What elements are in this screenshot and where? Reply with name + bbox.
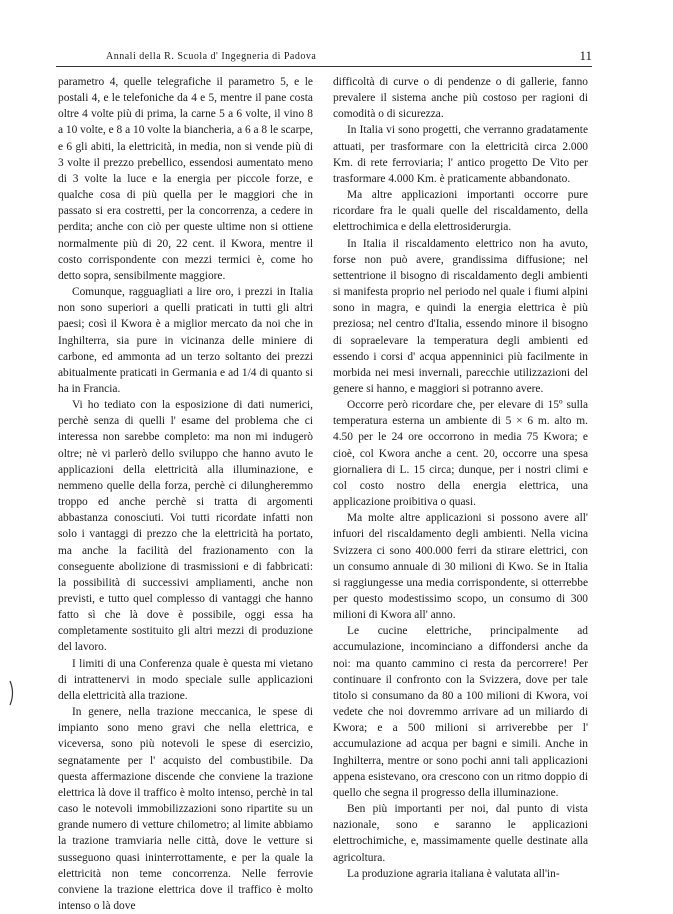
paragraph: parametro 4, quelle telegrafiche il parametro 5, e le postali 4, e le telefoniche da 4 e 5, mentre il pane costa oltre 4 volte più di prima, la carne 5 a 6 volte, il vino 8 a 10 volte, e 8 a 10 volte la biancheria, a 6 a 8 le scarpe, e 6 gli abiti, la elettricità, in media, non si vende più di 3 volte il prezzo prebellico, essendosi aumentato meno di 3 volte la luce e la energia per piccole forze, e qualche cosa di più quella per le maggiori che in passato si era costretti, per la concorrenza, a cedere in perdita; anche con ciò per queste ultime non si ottiene normalmente più di 20, 22 cent. il Kwora, mentre il costo corrispondente con mezzi termici è, come ho detto sopra, sensibilmente maggiore. xyxy=(58,76,313,282)
left-column xyxy=(58,74,313,914)
paragraph: In genere, nella trazione meccanica, le spese di impianto sono meno gravi che nella elettrica, e viceversa, sono più notevoli le spese di esercizio, segnatamente per l' acquisto del combustibile. Da questa affermazione discende che conviene la trazione elettrica là dove il traffico è molto intenso, perchè in tal caso le notevoli immobilizzazioni sono ripartite su un grande numero di vetture chilometro; al limite abbiamo la trazione tramviaria nelle città, dove le vetture si susseguono quasi ininterrottamente, e per la quale la elettricità non teme concorrenza. Nelle ferrovie conviene la trazione elettrica dove il traffico è molto intenso o là dove xyxy=(58,706,313,912)
right-column xyxy=(333,74,588,882)
paragraph: I limiti di una Conferenza quale è questa mi vietano di intrattenervi in modo speciale sulle applicazioni della elettricità alla trazione. xyxy=(58,657,313,702)
running-title: Annali della R. Scuola d' Ingegneria di Padova xyxy=(106,51,317,62)
paragraph: La produzione agraria italiana è valutata all'in- xyxy=(347,867,560,880)
paragraph: Ma molte altre applicazioni si possono avere all' infuori del riscaldamento degli ambienti. Nella vicina Svizzera ci sono 400.000 ferri da stirare elettrici, con un consumo annuale di 30 milioni di Kwo. Se in Italia si raggiungesse una media corrispondente, si otterrebbe per questo modestissimo scopo, un consumo di 300 milioni di Kwora all' anno. xyxy=(333,512,588,622)
paragraph: Ben più importanti per noi, dal punto di vista nazionale, sono e saranno le applicazioni elettrochimiche, e, massimamente quelle destinate alla agricoltura. xyxy=(333,803,588,864)
paragraph: Vi ho tediato con la esposizione di dati numerici, perchè senza di quelli l' esame del problema che ci interessa non sarebbe completo: ma non mi indugerò oltre; nè vi parlerò dello sviluppo che hanno avuto le applicazioni della elettricità alla illuminazione, e nemmeno quelle della forza, perchè ci dilungheremmo troppo ed anche perchè si tratta di argomenti abbastanza conosciuti. Voi tutti ricordate infatti non solo i vantaggi di prezzo che la elettricità ha portato, ma anche la facilità del frazionamento con la conseguente abolizione di trasmissioni e di fabbricati: la possibilità di successivi ampliamenti, anche non previsti, e tutto quel complesso di vantaggi che hanno fatto sì che là dove è possibile, oggi essa ha completamente sostituito gli altri mezzi di produzione del lavoro. xyxy=(58,399,313,654)
paragraph: Le cucine elettriche, principalmente ad accumulazione, incominciano a diffondersi anche da noi: ma quanto cammino ci resta da percorrere! Per continuare il confronto con la Svizzera, dove per tale titolo si consumano da 80 a 100 milioni di Kwora, voi vedete che noi dovremmo arrivare ad un miliardo di Kwora; e a 500 milioni si arriverebbe per l' accumulazione ad acqua per bagni e simili. Anche in Inghilterra, mentre or sono pochi anni tali applicazioni appena esistevano, ora crescono con un ritmo doppio di quello che segna il progresso della illuminazione. xyxy=(333,625,588,799)
paragraph: difficoltà di curve o di pendenze o di gallerie, fanno prevalere il sistema anche più costoso per ragioni di comodità o di sicurezza. xyxy=(333,76,588,121)
page-number: 11 xyxy=(579,48,592,63)
page-header xyxy=(56,48,592,68)
paragraph: Comunque, ragguagliati a lire oro, i prezzi in Italia non sono superiori a quelli praticati in tutti gli altri paesi; così il Kwora è a miglior mercato da noi che in Inghilterra, sia pure in vicinanza delle miniere di carbone, ed ammonta ad un terzo soltanto dei prezzi abitualmente praticati in Germania e ad 1/4 di quanto si ha in Francia. xyxy=(58,286,313,395)
margin-bracket-mark xyxy=(8,680,16,706)
paragraph: In Italia il riscaldamento elettrico non ha avuto, forse non può avere, grandissima diffusione; nel settentrione il bisogno di riscaldamento degli ambienti si manifesta proprio nel periodo nel quale i fiumi alpini sono in magra, e quindi la energia elettrica è più preziosa; nel centro d'Italia, essendo minore il bisogno di sopraelevare la temperatura degli ambienti ed essendo i corsi d' acqua appenninici più facilmente in morbida nei mesi invernali, parecchie utilizzazioni del genere si hanno, e maggiori si potranno avere. xyxy=(333,237,588,395)
paragraph: Occorre però ricordare che, per elevare di 15º sulla temperatura esterna un ambiente di 5 × 6 m. alto m. 4.50 per le 24 ore occorrono in media 75 Kwora; e cioè, col Kwora anche a cent. 20, occorre una spesa giornaliera di L. 15 circa; dunque, per i nostri climi e col costo nostro della energia elettrica, una applicazione proibitiva o quasi. xyxy=(333,399,588,509)
paragraph: Ma altre applicazioni importanti occorre pure ricordare fra le quali quelle del riscaldamento, della elettrochimica e della elettrosiderurgia. xyxy=(333,189,588,234)
paragraph: In Italia vi sono progetti, che verranno gradatamente attuati, per trasformare con la elettricità circa 2.000 Km. di rete ferroviaria; l' antico progetto De Vito per trasformare 4.000 Km. è praticamente abbandonato. xyxy=(333,124,588,185)
header-rule xyxy=(56,66,592,67)
